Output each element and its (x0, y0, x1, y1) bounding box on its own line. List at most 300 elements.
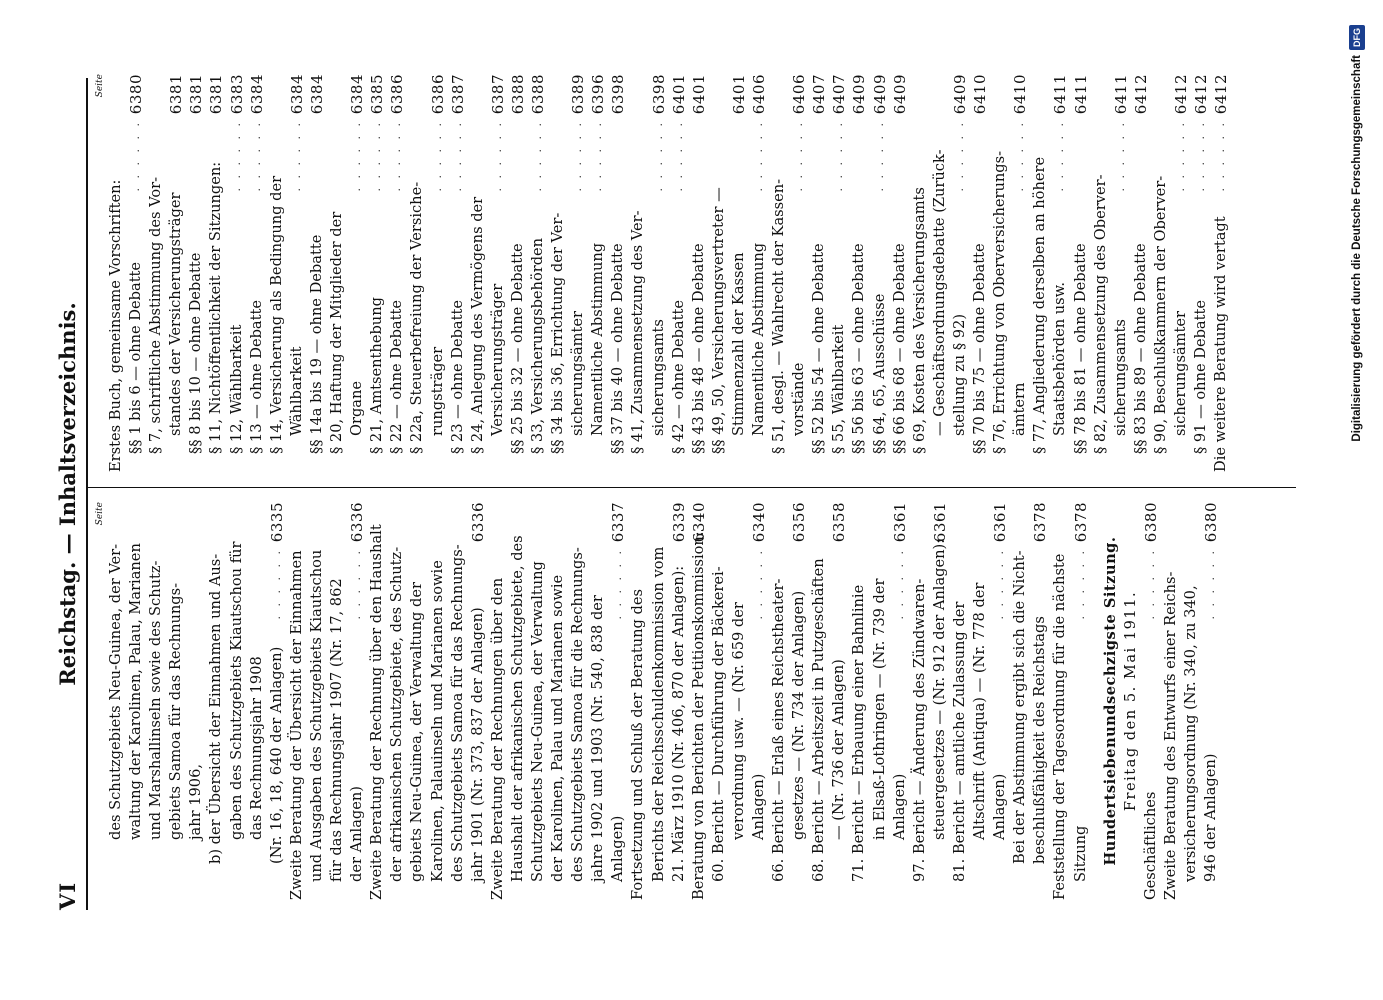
toc-line (970, 502, 990, 900)
toc-entry-text: standes der Versicherungsträger (167, 192, 185, 436)
toc-entry-text: Zweite Beratung der Übersicht der Einnahmen (287, 550, 305, 900)
dot-leader: . . . . . . (952, 120, 966, 192)
toc-entry-text: Anlagen) (750, 773, 767, 840)
session-date (1121, 502, 1141, 900)
toc-line (468, 74, 488, 472)
toc-entry-text: §§ 70 bis 75 — ohne Debatte (971, 243, 989, 454)
toc-entry-text: gesetzes — (Nr. 734 der Anlagen) (790, 590, 808, 840)
toc-line (689, 502, 709, 900)
toc-entry-text: § 77, Angliederung derselben an höhere (1031, 156, 1049, 454)
toc-line (528, 74, 548, 472)
toc-line (206, 74, 226, 472)
toc-line (1171, 74, 1191, 472)
toc-line (829, 502, 849, 900)
toc-line (186, 502, 206, 900)
toc-entry-text: Anlagen) (890, 773, 908, 840)
left-column (95, 502, 1221, 900)
toc-line (126, 74, 146, 472)
toc-entry-text: § 51, desgl. — Wahlrecht der Kassen- (770, 178, 788, 454)
page-reference: 6356 (790, 502, 809, 543)
page-reference: 6411 (1111, 74, 1130, 115)
dot-leader: . . . . . . (129, 120, 143, 192)
toc-line (910, 502, 930, 900)
toc-entry-text: waltung der Karolinen, Palau, Marianen (127, 543, 145, 840)
page-reference: 6381 (207, 74, 226, 115)
toc-entry-text: § 11, Nichtöffentlichkeit der Sitzungen: (207, 161, 225, 454)
page-title: Reichstag. — Inhaltsverzeichnis. (55, 302, 80, 686)
toc-line (608, 502, 628, 900)
digitization-credit (1348, 25, 1366, 965)
right-column (95, 74, 1231, 472)
page-reference: 6361 (991, 502, 1010, 543)
toc-line (729, 74, 749, 472)
page-reference: 6396 (589, 74, 608, 115)
dot-leader: . . . . . . (390, 120, 404, 192)
dot-leader: . . . . . . (591, 120, 605, 192)
toc-line (307, 502, 327, 900)
toc-entry-text: vorstände (790, 362, 808, 436)
dot-leader: . . . . . . (752, 548, 765, 620)
dot-leader: . . . . . . (752, 120, 765, 192)
toc-line (267, 502, 287, 900)
toc-line (749, 502, 769, 900)
toc-entry-text: § 42 — ohne Debatte (669, 300, 687, 454)
toc-line (1181, 502, 1201, 900)
page-reference: 6398 (609, 74, 628, 115)
toc-line (126, 502, 146, 900)
dot-leader: . . . . . . (872, 120, 886, 192)
toc-entry-text: Organe (348, 380, 366, 436)
toc-entry-text: § 41, Zusammensetzung des Ver- (629, 210, 647, 454)
toc-entry-text: Haushalt der afrikanischen Schutzgebiete, des (508, 535, 526, 882)
page-reference: 6385 (368, 74, 387, 115)
toc-entry-text: Die weitere Beratung wird vertagt (1212, 216, 1230, 472)
page-reference: 6380 (1202, 502, 1221, 543)
page-reference: 6335 (267, 502, 286, 543)
toc-entry-text: § 33, Versicherungsbehörden (528, 237, 546, 454)
dot-leader: . . . . . . (1194, 120, 1208, 192)
toc-line (709, 502, 729, 900)
dot-leader: . . . . . . (611, 548, 625, 620)
dot-leader: . . . . . . (229, 120, 243, 192)
toc-entry-text: — Geschäftsordnungsdebatte (Zurück- (930, 149, 948, 436)
toc-line (669, 74, 689, 472)
toc-entry-text: und Ausgaben des Schutzgebiets Kiautschou (307, 549, 325, 882)
page-reference: 6409 (950, 74, 969, 115)
toc-line (1030, 74, 1050, 472)
toc-entry-text: §§ 49, 50, Versicherungsvertreter — (709, 187, 727, 454)
dot-leader: . . . . . . (530, 120, 544, 192)
toc-entry-text: § 21, Amtsenthebung (368, 297, 386, 454)
page-reference: 6386 (388, 74, 407, 115)
toc-entry-text: Beratung von Berichten der Petitionskommission: (689, 531, 707, 900)
page-reference: 6412 (1131, 74, 1150, 115)
toc-entry-text: Stimmenzahl der Kassen (729, 252, 747, 436)
dot-leader: . . . . . . (792, 120, 806, 192)
toc-line (106, 502, 126, 900)
page-number: VI (55, 881, 80, 910)
toc-line (729, 502, 749, 900)
toc-line (950, 502, 970, 900)
dot-leader: . . . . . . (892, 548, 906, 620)
page-reference: 6409 (870, 74, 889, 115)
toc-entry-text: § 76, Errichtung von Oberversicherungs- (991, 150, 1009, 454)
page-reference: 6384 (348, 74, 367, 115)
toc-line (1151, 74, 1171, 472)
page-reference: 6380 (127, 74, 146, 115)
toc-line (1211, 74, 1231, 472)
page-reference: 6410 (1011, 74, 1030, 115)
toc-entry-text: der Karolinen, Palau und Marianen sowie (549, 574, 567, 882)
toc-line (809, 502, 829, 900)
page-reference: 6407 (830, 74, 849, 115)
toc-entry-text: Zweite Beratung der Rechnung über den Haushalt (368, 524, 386, 900)
toc-entry-text: für das Rechnungsjahr 1907 (Nr. 17, 862 (328, 578, 346, 882)
toc-entry-text: sicherungsamts (649, 319, 667, 436)
toc-line (628, 502, 648, 900)
toc-line (1141, 502, 1161, 900)
seite-label: Seite (95, 74, 105, 98)
toc-line (769, 74, 789, 472)
toc-entry-text: § 24, Anlegung des Vermögens der (468, 196, 486, 454)
toc-line (307, 74, 327, 472)
toc-entry-text: Fortsetzung und Schluß der Beratung des (629, 589, 647, 900)
toc-entry-text: Hundertsiebenundsechzigste Sitzung. (1101, 536, 1119, 866)
toc-entry-text: das Rechnungsjahr 1908 (247, 656, 265, 840)
toc-entry-text: gebiets Neu-Guinea, der Verwaltung der (408, 582, 426, 882)
toc-line (870, 502, 890, 900)
page-reference: 6384 (287, 74, 306, 115)
toc-line (910, 74, 930, 472)
page-reference: 6337 (609, 502, 628, 543)
toc-entry-text: §§ 14a bis 19 — ohne Debatte (307, 234, 325, 454)
toc-line (608, 74, 628, 472)
toc-entry-text: gaben des Schutzgebiets Kiautschou für (227, 541, 245, 840)
toc-line (347, 502, 367, 900)
toc-line (709, 74, 729, 472)
dot-leader: . . . . . . (249, 120, 263, 192)
dot-leader: . . . . . . (1013, 120, 1027, 192)
toc-line (849, 74, 869, 472)
page-reference: 6388 (508, 74, 527, 115)
toc-entry-text: der afrikanischen Schutzgebiete, des Schutz- (388, 546, 406, 882)
toc-line (930, 74, 950, 472)
toc-entry-text: § 69, Kosten des Versicherungsamts (910, 187, 928, 454)
toc-line (166, 74, 186, 472)
toc-entry-text: Staatsbehörden usw. (1051, 281, 1069, 436)
toc-entry-text: § 20, Haftung der Mitglieder der (328, 211, 346, 454)
toc-line (950, 74, 970, 472)
toc-line (448, 74, 468, 472)
toc-line (186, 74, 206, 472)
toc-line (669, 502, 689, 900)
page-reference: 6398 (649, 74, 668, 115)
toc-entry-text: 21. März 1910 (Nr. 406, 870 der Anlagen): (669, 565, 687, 882)
toc-line (508, 74, 528, 472)
toc-line (1010, 74, 1030, 472)
toc-line (247, 502, 267, 900)
toc-entry-text: §§ 34 bis 36, Errichtung der Ver- (549, 212, 567, 454)
toc-line (649, 502, 669, 900)
toc-line (508, 502, 528, 900)
toc-entry-text: Berichts der Reichsschuldenkommission vom (649, 546, 667, 882)
toc-entry-text: jahre 1902 und 1903 (Nr. 540, 838 der (589, 595, 607, 882)
toc-entry-text: versicherungsordnung (Nr. 340, zu 340, (1181, 585, 1199, 882)
session-heading (1101, 502, 1121, 900)
toc-entry-text: Feststellung der Tagesordnung für die nächste (1051, 553, 1069, 900)
page-reference: 6387 (448, 74, 467, 115)
toc-entry-text: §§ 64, 65, Ausschüsse (870, 293, 888, 454)
dot-leader: . . . . . . (350, 120, 364, 192)
page-reference: 6387 (488, 74, 507, 115)
dot-leader: . . . . . . (430, 120, 444, 192)
dot-leader: . . . . . . (1214, 120, 1228, 192)
toc-entry-text: §§ 83 bis 89 — ohne Debatte (1131, 243, 1149, 454)
toc-line (1071, 74, 1091, 472)
toc-line (1131, 74, 1151, 472)
toc-line (387, 502, 407, 900)
toc-line (548, 74, 568, 472)
toc-line (468, 502, 488, 900)
toc-line (448, 502, 468, 900)
toc-entry-text: §§ 25 bis 32 — ohne Debatte (508, 243, 526, 454)
dot-leader: . . . . . . (1073, 548, 1087, 620)
page-reference: 6384 (307, 74, 326, 115)
toc-line (829, 74, 849, 472)
toc-line (649, 74, 669, 472)
toc-entry-text: jahr 1906, (187, 763, 205, 840)
page-reference: 6386 (428, 74, 447, 115)
toc-entry-text: Zweite Beratung der Rechnungen über den (488, 577, 506, 900)
page-reference: 6378 (1031, 502, 1050, 543)
toc-entry-text: Sitzung (1071, 825, 1089, 882)
toc-entry-text: Bei der Abstimmung ergibt sich die Nicht- (1011, 550, 1029, 864)
toc-line (327, 502, 347, 900)
dot-leader: . . . . . . (832, 120, 846, 192)
dot-leader: . . . . . . (1173, 120, 1187, 192)
toc-entry-text: Altschrift (Antiqua) — (Nr. 778 der (971, 582, 989, 840)
dot-leader: . . . . . . (269, 548, 283, 620)
toc-line (769, 502, 789, 900)
toc-entry-text: §§ 43 bis 48 — ohne Debatte (689, 243, 707, 454)
section-gap (1091, 502, 1101, 900)
right-toc-entries (106, 74, 1231, 472)
page-reference: 6381 (167, 74, 186, 115)
toc-entry-text: sicherungsämter (1171, 311, 1189, 436)
dot-leader: . . . . . . (450, 120, 464, 192)
toc-entry-text: Versicherungsträger (488, 283, 506, 436)
toc-entry-text: 66. Bericht — Erlaß eines Reichstheater- (770, 578, 788, 882)
toc-entry-text: Schutzgebiets Neu-Guinea, der Verwaltung (528, 561, 546, 882)
page-reference: 6336 (348, 502, 367, 543)
toc-line (1161, 502, 1181, 900)
dot-leader: . . . . . . (1143, 548, 1157, 620)
page-reference: 6409 (850, 74, 869, 115)
toc-line (227, 502, 247, 900)
toc-line (1201, 502, 1221, 900)
toc-entry-text: § 55, Wählbarkeit (830, 324, 848, 454)
dot-leader: . . . . . . (370, 120, 384, 192)
toc-line (287, 74, 307, 472)
toc-line (1030, 502, 1050, 900)
page-reference: 6361 (930, 502, 949, 543)
toc-line (789, 502, 809, 900)
page-reference: 6383 (227, 74, 246, 115)
toc-line (488, 502, 508, 900)
dot-leader: . . . . . . (1113, 120, 1127, 192)
toc-line (287, 502, 307, 900)
toc-line (1050, 502, 1070, 900)
toc-entry-text: 71. Bericht — Erbauung einer Bahnlinie (850, 584, 868, 882)
running-header (48, 78, 88, 910)
toc-line (990, 74, 1010, 472)
toc-line (890, 502, 910, 900)
page-reference: 6340 (750, 502, 768, 543)
toc-line (428, 502, 448, 900)
toc-entry-text: des Schutzgebiets Neu-Guinea, der Ver- (107, 543, 124, 840)
page-reference: 6401 (669, 74, 688, 115)
toc-line (849, 502, 869, 900)
toc-line (146, 502, 166, 900)
toc-line (749, 74, 769, 472)
toc-entry-text: und Marshallinseln sowie des Schutz- (147, 560, 165, 840)
toc-entry-text: Karolinen, Palauinseln und Marianen sowie (428, 560, 446, 882)
dot-leader: . . . . . . (993, 548, 1007, 620)
page-reference: 6389 (569, 74, 588, 115)
toc-line (367, 74, 387, 472)
credit-text: Digitalisierung gefördert durch die Deutsche Forschungsgemeinschaft (1351, 55, 1363, 442)
page-reference: 6340 (689, 502, 708, 543)
toc-line (568, 502, 588, 900)
toc-entry-text: 97. Bericht — Änderung des Zündwaren- (910, 578, 928, 882)
toc-entry-text: § 13 — ohne Debatte (247, 300, 265, 454)
left-toc-entries (106, 502, 1221, 900)
page-reference: 6412 (1192, 74, 1211, 115)
toc-line (930, 502, 950, 900)
toc-entry-text: der Anlagen) (348, 786, 366, 882)
toc-entry-text: sicherungsämter (569, 311, 587, 436)
toc-entry-text: jahr 1901 (Nr. 373, 837 der Anlagen) (468, 607, 486, 882)
page-reference: 6401 (729, 74, 748, 115)
toc-line (628, 74, 648, 472)
toc-entry-text: Freitag den 5. Mai 1911. (1121, 590, 1139, 812)
page-reference: 6412 (1171, 74, 1190, 115)
column-divider (88, 487, 1296, 488)
page-reference: 6401 (689, 74, 708, 115)
toc-line (267, 74, 287, 472)
toc-entry-text: §§ 37 bis 40 — ohne Debatte (609, 243, 627, 454)
toc-entry-text: § 91 — ohne Debatte (1192, 300, 1210, 454)
dot-leader: . . . . . . (651, 120, 665, 192)
toc-line (689, 74, 709, 472)
toc-line (1191, 74, 1211, 472)
toc-line (247, 74, 267, 472)
toc-entry-text: §§ 8 bis 10 — ohne Debatte (187, 252, 205, 454)
dfg-logo: DFG (1349, 25, 1365, 50)
toc-entry-text: §§ 56 bis 63 — ohne Debatte (850, 243, 868, 454)
toc-line (588, 74, 608, 472)
toc-entry-text: § 22a, Steuerbefreiung der Versiche- (408, 181, 426, 454)
page-reference: 6411 (1071, 74, 1090, 115)
toc-line (548, 502, 568, 900)
dot-leader: . . . . . . (1053, 120, 1067, 192)
page-reference: 6361 (890, 502, 909, 543)
toc-entry-text: Geschäftliches (1141, 791, 1159, 900)
toc-line (146, 74, 166, 472)
page-reference: 6406 (750, 74, 768, 115)
page-reference: 6358 (830, 502, 849, 543)
toc-line (1010, 502, 1030, 900)
seite-label: Seite (95, 502, 105, 526)
toc-entry-text: des Schutzgebiets Samoa für das Rechnungs- (448, 544, 466, 882)
dot-leader: . . . . . . (289, 120, 303, 192)
toc-line (1071, 502, 1091, 900)
toc-entry-text: rungsträger (428, 346, 446, 436)
toc-entry-text: § 82, Zusammensetzung des Oberver- (1091, 174, 1109, 454)
toc-entry-text: Erstes Buch, gemeinsame Vorschriften: (107, 179, 124, 472)
toc-entry-text: des Schutzgebiets Samoa für die Rechnungs- (569, 547, 587, 882)
toc-entry-text: Namentliche Abstimmung (750, 242, 767, 436)
page-reference: 6410 (971, 74, 990, 115)
dot-leader: . . . . . . (571, 120, 585, 192)
toc-line (227, 74, 247, 472)
toc-entry-text: § 23 — ohne Debatte (448, 300, 466, 454)
toc-line (488, 74, 508, 472)
toc-line (367, 502, 387, 900)
toc-line (1050, 74, 1070, 472)
page-reference: 6406 (790, 74, 809, 115)
toc-entry-text: 68. Bericht — Arbeitszeit in Putzgeschäften (810, 558, 828, 882)
toc-entry-text: § 14, Versicherung als Bedingung der (267, 175, 285, 454)
page-reference: 6412 (1212, 74, 1231, 115)
toc-line (870, 74, 890, 472)
toc-entry-text: § 90, Beschlußkammern der Oberver- (1151, 175, 1169, 454)
toc-entry-text: — (Nr. 736 der Anlagen) (830, 659, 848, 840)
toc-entry-text: (Nr. 16, 18, 640 der Anlagen) (267, 646, 285, 864)
toc-entry-text: Anlagen) (609, 815, 627, 882)
page-reference: 6384 (247, 74, 266, 115)
toc-entry-text: 60. Bericht — Durchführung der Bäckerei- (709, 566, 727, 882)
toc-entry-text: §§ 1 bis 6 — ohne Debatte (127, 261, 145, 454)
page-reference: 6380 (1141, 502, 1160, 543)
toc-entry-text: verordnung usw. — (Nr. 659 der (729, 602, 747, 840)
page-reference: 6381 (187, 74, 206, 115)
toc-line (568, 74, 588, 472)
dot-leader: . . . . . . (671, 120, 685, 192)
toc-line (970, 74, 990, 472)
toc-entry-text: b) der Übersicht der Einnahmen und Aus- (207, 553, 225, 864)
dot-leader: . . . . . . (350, 548, 364, 620)
toc-line (789, 74, 809, 472)
toc-entry-text: 81. Bericht — amtliche Zulassung der (950, 601, 968, 882)
toc-line (407, 502, 427, 900)
toc-entry-text: beschlußfähigkeit des Reichstags (1031, 616, 1049, 864)
dot-leader: . . . . . . (1204, 548, 1218, 620)
toc-entry-text: in Elsaß-Lothringen — (Nr. 739 der (870, 578, 888, 840)
dot-leader: . . . . . . (490, 120, 504, 192)
toc-line (528, 502, 548, 900)
toc-line (206, 502, 226, 900)
toc-line (1111, 74, 1131, 472)
toc-line (106, 74, 126, 472)
toc-line (588, 502, 608, 900)
toc-entry-text: 946 der Anlagen) (1202, 753, 1220, 882)
page-reference: 6411 (1051, 74, 1070, 115)
toc-entry-text: §§ 66 bis 68 — ohne Debatte (890, 243, 908, 454)
toc-entry-text: § 22 — ohne Debatte (388, 300, 406, 454)
toc-entry-text: stellung zu § 92) (950, 313, 968, 436)
toc-entry-text: § 12, Wählbarkeit (227, 324, 245, 454)
